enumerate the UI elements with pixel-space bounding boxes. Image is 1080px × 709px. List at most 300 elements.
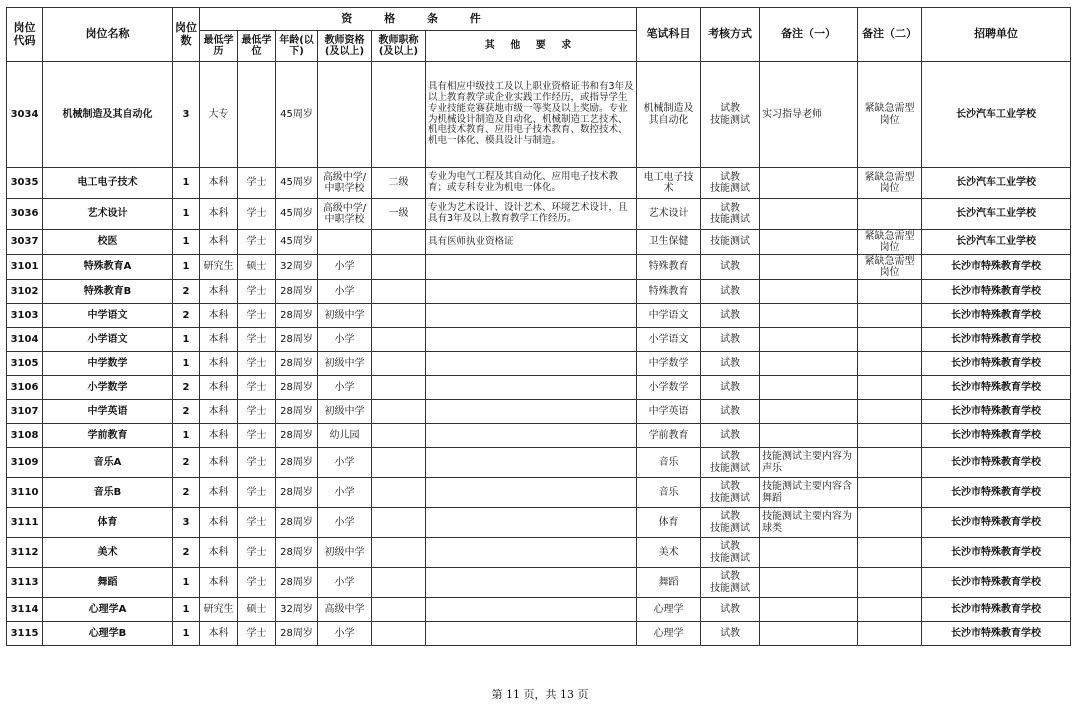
cell-note1 [760,199,858,230]
cell-degree [238,62,276,168]
cell-unit: 长沙市特殊教育学校 [922,280,1071,304]
header-code: 岗位代码 [7,8,43,62]
cell-count: 1 [173,328,200,352]
table-row [7,62,1071,168]
cell-code: 3110 [7,478,43,508]
cell-cert: 小学 [318,255,372,280]
cell-age: 28周岁 [276,508,318,538]
cell-count: 1 [173,255,200,280]
cell-unit: 长沙汽车工业学校 [922,230,1071,255]
cell-age: 32周岁 [276,255,318,280]
table-row [7,230,1071,255]
cell-note1 [760,622,858,646]
cell-age: 45周岁 [276,199,318,230]
cell-code: 3101 [7,255,43,280]
cell-edu: 本科 [200,478,238,508]
table-row [7,168,1071,199]
cell-assess: 试教 [701,622,760,646]
cell-code: 3107 [7,400,43,424]
cell-other: 专业为电气工程及其自动化、应用电子技术教育；或专科专业为机电一体化。 [426,168,637,199]
cell-assess: 试教 技能测试 [701,168,760,199]
table-row [7,352,1071,376]
cell-note1: 技能测试主要内容为声乐 [760,448,858,478]
cell-subject: 小学语文 [637,328,701,352]
cell-edu: 本科 [200,448,238,478]
cell-age: 28周岁 [276,376,318,400]
cell-note1 [760,230,858,255]
cell-title: 二级 [372,168,426,199]
cell-unit: 长沙市特殊教育学校 [922,478,1071,508]
table-row [7,280,1071,304]
header-exam-subject: 笔试科目 [637,8,701,62]
cell-note2 [858,538,922,568]
cell-count: 1 [173,352,200,376]
table-row [7,199,1071,230]
cell-other [426,478,637,508]
cell-unit: 长沙市特殊教育学校 [922,424,1071,448]
cell-count: 2 [173,478,200,508]
cell-edu: 研究生 [200,598,238,622]
cell-cert: 幼儿园 [318,424,372,448]
cell-note1 [760,376,858,400]
cell-edu: 本科 [200,376,238,400]
cell-title [372,304,426,328]
table-row [7,328,1071,352]
cell-name: 学前教育 [43,424,173,448]
cell-name: 心理学B [43,622,173,646]
cell-name: 机械制造及其自动化 [43,62,173,168]
cell-title [372,598,426,622]
cell-assess: 试教 [701,598,760,622]
cell-title [372,448,426,478]
cell-cert: 高级中学/中职学校 [318,199,372,230]
cell-cert: 小学 [318,280,372,304]
cell-edu: 本科 [200,199,238,230]
cell-age: 28周岁 [276,304,318,328]
cell-age: 45周岁 [276,230,318,255]
cell-assess: 试教 [701,352,760,376]
cell-edu: 本科 [200,168,238,199]
cell-name: 小学数学 [43,376,173,400]
cell-note2: 紧缺急需型岗位 [858,230,922,255]
header-teacher-title: 教师职称(及以上) [372,31,426,62]
cell-code: 3037 [7,230,43,255]
cell-title [372,376,426,400]
cell-count: 1 [173,568,200,598]
header-qualifications: 资 格 条 件 [200,8,637,31]
cell-title [372,400,426,424]
cell-title [372,424,426,448]
cell-note1 [760,424,858,448]
header-unit: 招聘单位 [922,8,1071,62]
cell-degree: 学士 [238,478,276,508]
header-note2: 备注（二） [858,8,922,62]
cell-note2 [858,352,922,376]
cell-note1 [760,352,858,376]
cell-other [426,255,637,280]
cell-code: 3034 [7,62,43,168]
cell-note1 [760,328,858,352]
cell-note1 [760,598,858,622]
cell-other [426,424,637,448]
table-row [7,424,1071,448]
cell-name: 电工电子技术 [43,168,173,199]
cell-other [426,376,637,400]
cell-unit: 长沙市特殊教育学校 [922,568,1071,598]
cell-subject: 艺术设计 [637,199,701,230]
cell-unit: 长沙汽车工业学校 [922,168,1071,199]
cell-code: 3112 [7,538,43,568]
cell-degree: 学士 [238,622,276,646]
cell-cert: 高级中学 [318,598,372,622]
table-row [7,622,1071,646]
cell-unit: 长沙市特殊教育学校 [922,598,1071,622]
cell-cert: 小学 [318,376,372,400]
header-count: 岗位数 [173,8,200,62]
cell-name: 音乐A [43,448,173,478]
cell-cert: 初级中学 [318,304,372,328]
cell-degree: 学士 [238,199,276,230]
recruitment-table [6,7,1071,646]
cell-unit: 长沙市特殊教育学校 [922,448,1071,478]
page-footer: 第 11 页，共 13 页 [491,688,589,701]
cell-name: 舞蹈 [43,568,173,598]
cell-degree: 学士 [238,230,276,255]
cell-edu: 本科 [200,508,238,538]
cell-note1 [760,304,858,328]
table-row [7,568,1071,598]
cell-name: 中学数学 [43,352,173,376]
cell-title [372,568,426,598]
cell-unit: 长沙市特殊教育学校 [922,376,1071,400]
cell-assess: 试教 技能测试 [701,478,760,508]
cell-note1: 实习指导老师 [760,62,858,168]
cell-degree: 学士 [238,538,276,568]
cell-degree: 硕士 [238,255,276,280]
cell-note2 [858,448,922,478]
cell-code: 3108 [7,424,43,448]
cell-subject: 体育 [637,508,701,538]
cell-other [426,328,637,352]
cell-count: 2 [173,376,200,400]
cell-cert: 小学 [318,448,372,478]
cell-age: 28周岁 [276,328,318,352]
cell-title: 一级 [372,199,426,230]
cell-subject: 美术 [637,538,701,568]
cell-other [426,448,637,478]
cell-note2 [858,478,922,508]
table-row [7,255,1071,280]
table-body [7,62,1071,646]
cell-assess: 试教 [701,255,760,280]
cell-assess: 试教 技能测试 [701,568,760,598]
cell-note1: 技能测试主要内容为球类 [760,508,858,538]
header-min-edu: 最低学历 [200,31,238,62]
cell-name: 美术 [43,538,173,568]
cell-assess: 试教 [701,280,760,304]
cell-cert: 初级中学 [318,400,372,424]
cell-title [372,230,426,255]
cell-unit: 长沙市特殊教育学校 [922,508,1071,538]
cell-code: 3105 [7,352,43,376]
cell-code: 3114 [7,598,43,622]
cell-name: 特殊教育B [43,280,173,304]
cell-subject: 心理学 [637,598,701,622]
table-row [7,376,1071,400]
cell-count: 1 [173,199,200,230]
cell-cert: 小学 [318,478,372,508]
table-row [7,598,1071,622]
header-note1: 备注（一） [760,8,858,62]
cell-age: 28周岁 [276,400,318,424]
cell-edu: 本科 [200,622,238,646]
header-teacher-cert: 教师资格(及以上) [318,31,372,62]
cell-title [372,352,426,376]
cell-subject: 中学数学 [637,352,701,376]
header-min-degree: 最低学位 [238,31,276,62]
cell-age: 28周岁 [276,352,318,376]
cell-subject: 机械制造及其自动化 [637,62,701,168]
cell-count: 1 [173,230,200,255]
cell-count: 1 [173,598,200,622]
cell-other [426,304,637,328]
cell-other [426,598,637,622]
cell-age: 28周岁 [276,568,318,598]
cell-note2 [858,400,922,424]
cell-code: 3111 [7,508,43,538]
cell-count: 2 [173,448,200,478]
cell-cert: 初级中学 [318,538,372,568]
cell-name: 中学英语 [43,400,173,424]
header-assess: 考核方式 [701,8,760,62]
cell-title [372,62,426,168]
cell-note1 [760,255,858,280]
cell-note2 [858,508,922,538]
cell-note2 [858,280,922,304]
cell-other: 具有医师执业资格证 [426,230,637,255]
cell-degree: 学士 [238,304,276,328]
table-row [7,538,1071,568]
cell-edu: 本科 [200,538,238,568]
cell-degree: 学士 [238,280,276,304]
cell-count: 2 [173,304,200,328]
cell-unit: 长沙市特殊教育学校 [922,400,1071,424]
header-other: 其 他 要 求 [426,31,637,62]
cell-assess: 试教 [701,304,760,328]
cell-edu: 本科 [200,280,238,304]
cell-age: 28周岁 [276,280,318,304]
recruitment-table-sheet [6,7,1071,646]
cell-other [426,352,637,376]
cell-unit: 长沙市特殊教育学校 [922,328,1071,352]
cell-cert [318,230,372,255]
cell-assess: 试教 [701,328,760,352]
cell-unit: 长沙汽车工业学校 [922,62,1071,168]
cell-age: 28周岁 [276,478,318,508]
cell-other [426,400,637,424]
cell-age: 28周岁 [276,622,318,646]
cell-code: 3115 [7,622,43,646]
table-row [7,508,1071,538]
cell-assess: 试教 技能测试 [701,508,760,538]
cell-code: 3113 [7,568,43,598]
cell-assess: 试教 技能测试 [701,199,760,230]
cell-note1 [760,400,858,424]
cell-edu: 本科 [200,352,238,376]
cell-code: 3109 [7,448,43,478]
cell-age: 45周岁 [276,168,318,199]
cell-title [372,478,426,508]
cell-note2 [858,376,922,400]
cell-subject: 卫生保健 [637,230,701,255]
cell-code: 3106 [7,376,43,400]
cell-code: 3035 [7,168,43,199]
cell-count: 2 [173,280,200,304]
cell-other: 专业为艺术设计、设计艺术、环境艺术设计，且具有3年及以上教育教学工作经历。 [426,199,637,230]
cell-note1 [760,168,858,199]
cell-subject: 电工电子技术 [637,168,701,199]
cell-assess: 试教 [701,424,760,448]
cell-title [372,255,426,280]
cell-unit: 长沙市特殊教育学校 [922,352,1071,376]
cell-note1 [760,280,858,304]
cell-degree: 学士 [238,400,276,424]
cell-subject: 特殊教育 [637,280,701,304]
cell-edu: 本科 [200,230,238,255]
cell-cert: 小学 [318,328,372,352]
cell-unit: 长沙市特殊教育学校 [922,538,1071,568]
cell-subject: 特殊教育 [637,255,701,280]
cell-unit: 长沙市特殊教育学校 [922,255,1071,280]
cell-cert: 小学 [318,568,372,598]
cell-note2 [858,424,922,448]
cell-degree: 学士 [238,376,276,400]
cell-age: 28周岁 [276,538,318,568]
cell-note1 [760,568,858,598]
cell-count: 1 [173,168,200,199]
cell-code: 3104 [7,328,43,352]
cell-note1 [760,538,858,568]
cell-subject: 中学英语 [637,400,701,424]
cell-subject: 舞蹈 [637,568,701,598]
cell-note2 [858,598,922,622]
table-row [7,478,1071,508]
cell-age: 45周岁 [276,62,318,168]
cell-age: 28周岁 [276,448,318,478]
cell-cert: 小学 [318,622,372,646]
cell-name: 体育 [43,508,173,538]
cell-note2: 紧缺急需型岗位 [858,255,922,280]
cell-subject: 心理学 [637,622,701,646]
cell-cert: 高级中学/中职学校 [318,168,372,199]
cell-degree: 学士 [238,448,276,478]
cell-note2: 紧缺急需型岗位 [858,62,922,168]
cell-note2 [858,199,922,230]
cell-name: 小学语文 [43,328,173,352]
cell-assess: 试教 技能测试 [701,448,760,478]
cell-degree: 学士 [238,508,276,538]
cell-degree: 学士 [238,352,276,376]
cell-assess: 试教 [701,376,760,400]
cell-degree: 学士 [238,168,276,199]
cell-name: 艺术设计 [43,199,173,230]
cell-count: 1 [173,622,200,646]
cell-edu: 本科 [200,568,238,598]
cell-title [372,280,426,304]
header-age: 年龄(以下) [276,31,318,62]
table-row [7,304,1071,328]
cell-edu: 研究生 [200,255,238,280]
cell-title [372,328,426,352]
cell-other [426,568,637,598]
cell-note2 [858,304,922,328]
cell-name: 音乐B [43,478,173,508]
cell-title [372,538,426,568]
cell-note2: 紧缺急需型岗位 [858,168,922,199]
cell-degree: 学士 [238,568,276,598]
cell-name: 心理学A [43,598,173,622]
cell-edu: 本科 [200,304,238,328]
table-header [7,8,1071,62]
table-row [7,448,1071,478]
cell-unit: 长沙汽车工业学校 [922,199,1071,230]
cell-count: 1 [173,424,200,448]
cell-subject: 音乐 [637,478,701,508]
cell-cert [318,62,372,168]
cell-edu: 本科 [200,400,238,424]
cell-other [426,622,637,646]
cell-name: 中学语文 [43,304,173,328]
cell-edu: 本科 [200,424,238,448]
cell-name: 特殊教育A [43,255,173,280]
cell-subject: 音乐 [637,448,701,478]
cell-note1: 技能测试主要内容含舞蹈 [760,478,858,508]
cell-age: 28周岁 [276,424,318,448]
cell-note2 [858,622,922,646]
cell-code: 3036 [7,199,43,230]
cell-code: 3102 [7,280,43,304]
cell-assess: 试教 技能测试 [701,62,760,168]
cell-code: 3103 [7,304,43,328]
cell-assess: 试教 [701,400,760,424]
cell-title [372,622,426,646]
header-name: 岗位名称 [43,8,173,62]
cell-name: 校医 [43,230,173,255]
cell-edu: 本科 [200,328,238,352]
cell-other [426,280,637,304]
cell-count: 2 [173,400,200,424]
cell-subject: 小学数学 [637,376,701,400]
cell-degree: 学士 [238,424,276,448]
cell-count: 3 [173,62,200,168]
cell-note2 [858,568,922,598]
cell-other: 具有相应中级技工及以上职业资格证书和有3年及以上教育教学或企业实践工作经历，或指导学生专业技能竞赛获地市级一等奖及以上奖励。专业为机械设计制造及自动化、机械制造工艺技术、机电技术教育、应用电子技术教育、数控技术、机电一体化、模具设计与制造。 [426,62,637,168]
cell-assess: 技能测试 [701,230,760,255]
cell-age: 32周岁 [276,598,318,622]
cell-cert: 初级中学 [318,352,372,376]
table-row [7,400,1071,424]
cell-subject: 学前教育 [637,424,701,448]
cell-note2 [858,328,922,352]
cell-edu: 大专 [200,62,238,168]
cell-degree: 学士 [238,328,276,352]
cell-other [426,538,637,568]
cell-subject: 中学语文 [637,304,701,328]
cell-count: 3 [173,508,200,538]
cell-degree: 硕士 [238,598,276,622]
cell-title [372,508,426,538]
cell-unit: 长沙市特殊教育学校 [922,622,1071,646]
